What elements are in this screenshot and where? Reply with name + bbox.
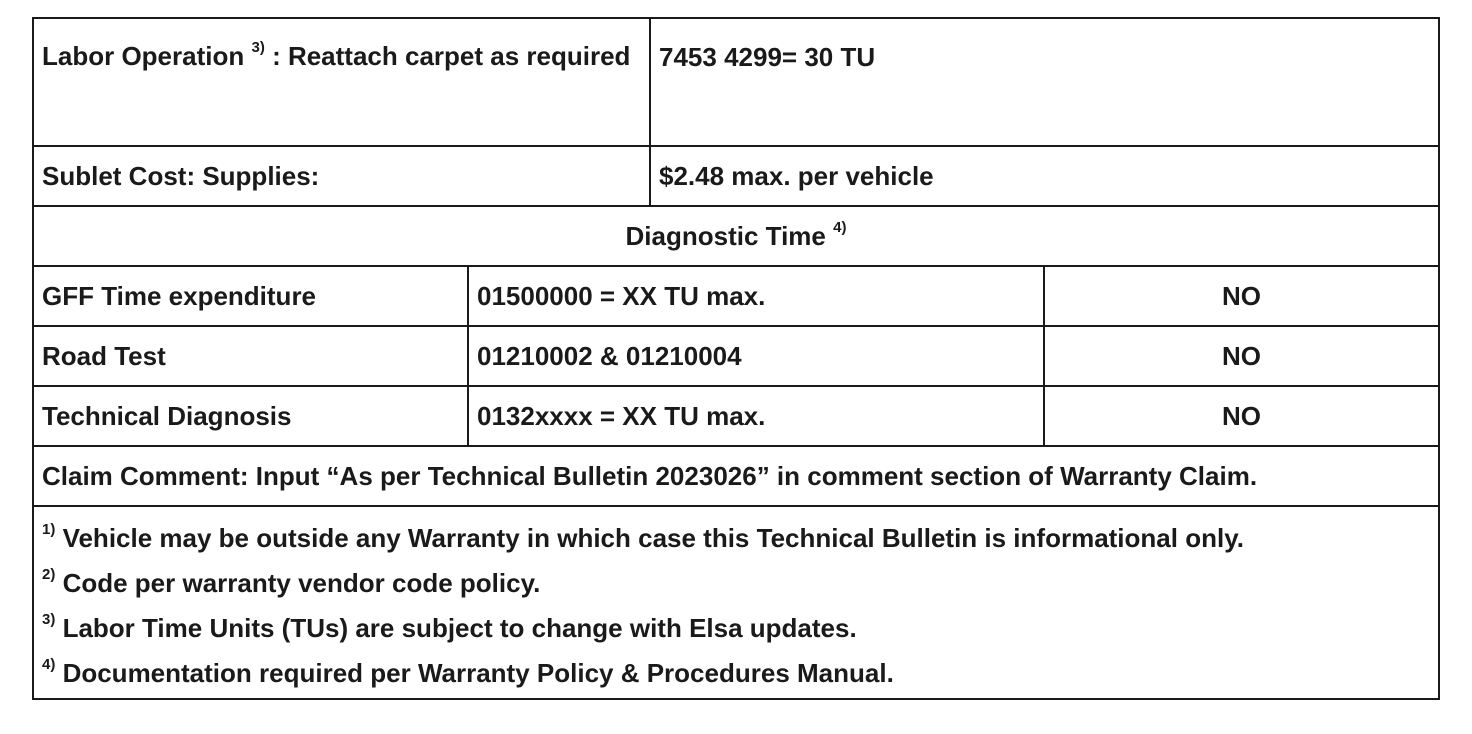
footnote-mark: 2): [42, 566, 56, 584]
diagnostic-flag: NO: [1044, 326, 1439, 386]
diagnostic-flag: NO: [1044, 266, 1439, 326]
diagnostic-code: 0132xxxx = XX TU max.: [468, 386, 1044, 446]
claim-comment: Claim Comment: Input “As per Technical Bulletin 2023026” in comment section of Warranty Claim.: [33, 446, 1439, 506]
diagnostic-time-header-row: [33, 206, 1439, 266]
table-row: [33, 386, 1439, 446]
footnotes-row: [33, 506, 1439, 699]
sublet-cost-row: [33, 146, 1439, 206]
footnote-ref: 3): [251, 39, 265, 57]
table-row: [33, 266, 1439, 326]
footnote-mark: 4): [42, 656, 56, 674]
diagnostic-time-heading: Diagnostic Time $^{4)}$: [33, 206, 1439, 266]
diagnostic-name: GFF Time expenditure: [33, 266, 468, 326]
labor-operation-row: [33, 18, 1439, 146]
labor-operation-label: Labor Operation $^{3)}$ : Reattach carpet as required: [33, 18, 650, 146]
labor-operation-value: 7453 4299= 30 TU: [650, 18, 1439, 146]
sublet-cost-value: $2.48 max. per vehicle: [650, 146, 1439, 206]
diagnostic-name: Road Test: [33, 326, 468, 386]
warranty-labor-table: [32, 17, 1440, 700]
footnote-2: $^{2)}$ Code per warranty vendor code policy.: [42, 566, 541, 598]
diagnostic-code: 01500000 = XX TU max.: [468, 266, 1044, 326]
diagnostic-flag: NO: [1044, 386, 1439, 446]
diagnostic-name: Technical Diagnosis: [33, 386, 468, 446]
footnote-1: $^{1)}$ Vehicle may be outside any Warranty in which case this Technical Bulletin is informational only.: [42, 521, 1244, 553]
footnote-ref: 4): [833, 219, 847, 237]
footnotes-cell: [33, 506, 1439, 699]
footnote-4: $^{4)}$ Documentation required per Warranty Policy & Procedures Manual.: [42, 656, 894, 688]
table-row: [33, 326, 1439, 386]
sublet-cost-label: Sublet Cost: Supplies:: [33, 146, 650, 206]
diagnostic-code: 01210002 & 01210004: [468, 326, 1044, 386]
footnote-mark: 3): [42, 611, 56, 629]
warranty-table-container: [32, 17, 1438, 700]
footnote-3: $^{3)}$ Labor Time Units (TUs) are subject to change with Elsa updates.: [42, 611, 857, 643]
footnote-mark: 1): [42, 521, 56, 539]
claim-comment-row: [33, 446, 1439, 506]
